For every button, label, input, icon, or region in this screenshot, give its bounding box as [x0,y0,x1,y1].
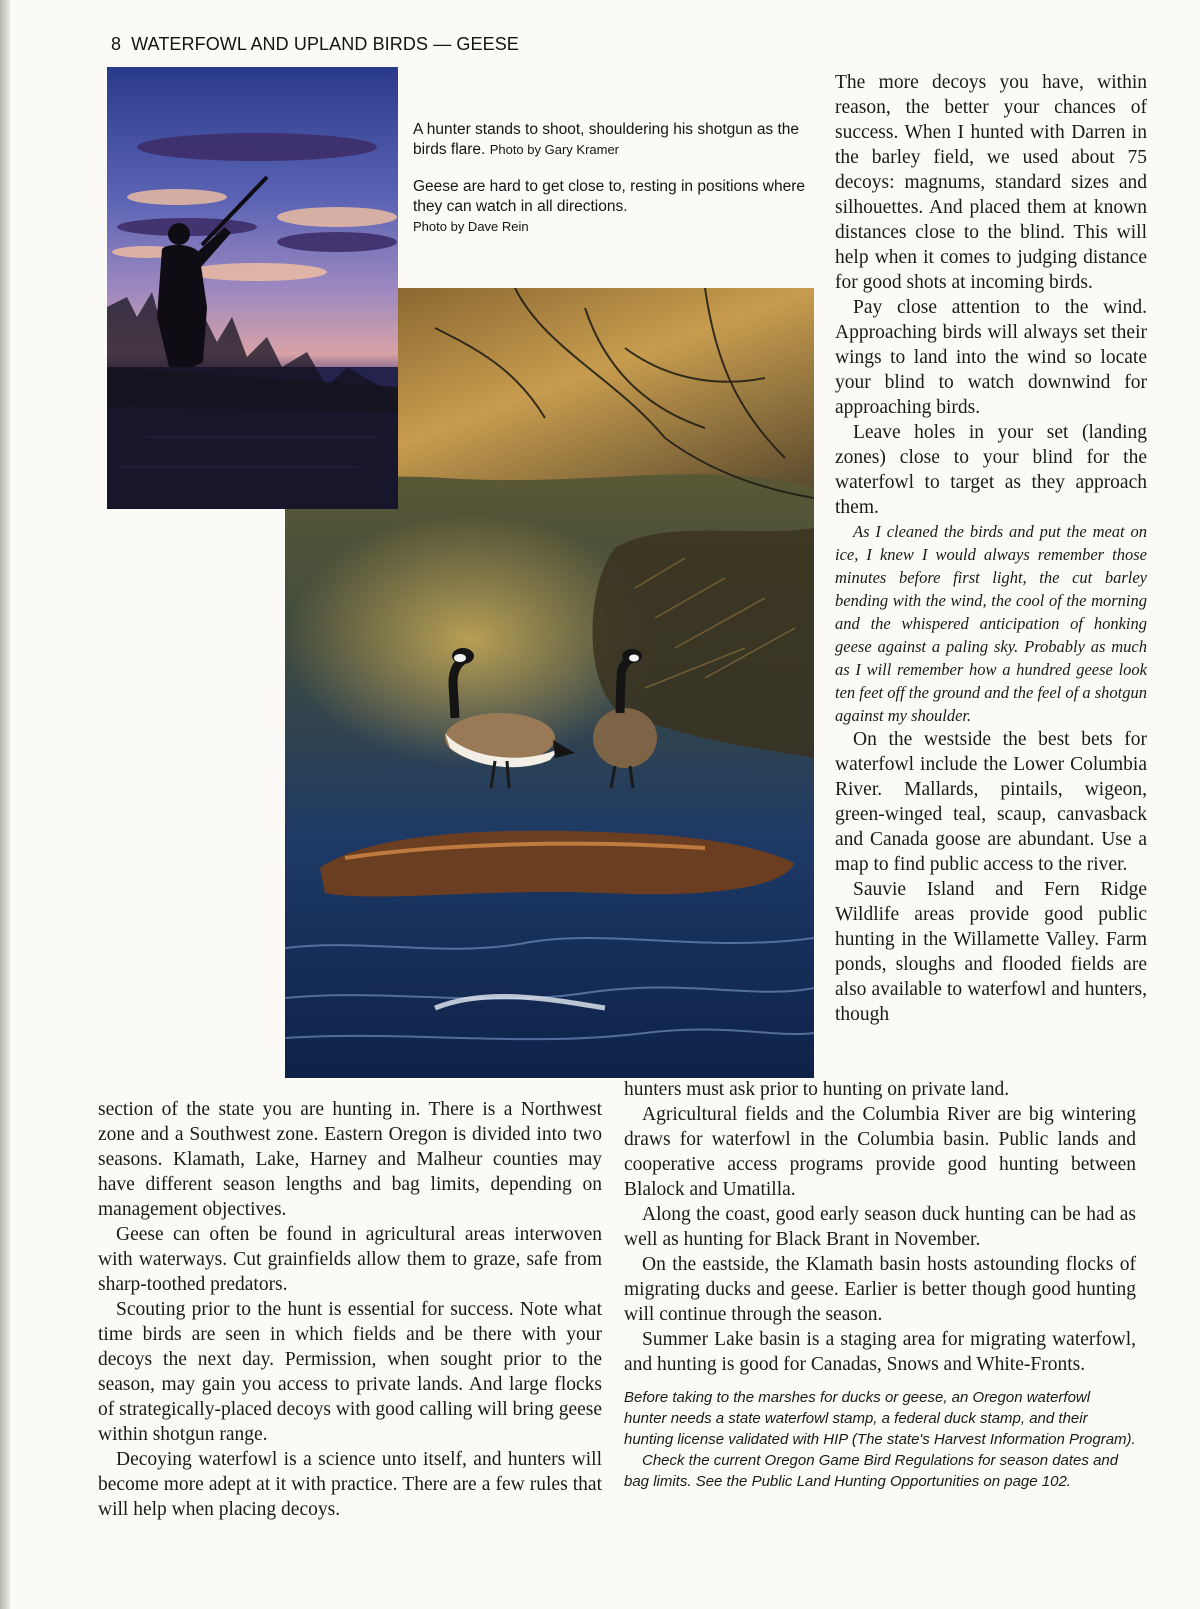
note-paragraph: Check the current Oregon Game Bird Regulations for season dates and bag limits. See the Public Land Hunting Opportunities on page 102. [624,1452,1119,1490]
right-column-top [835,70,1147,1027]
photo-credit: Photo by Gary Kramer [489,142,620,157]
regulations-note [624,1387,1136,1492]
paragraph: The more decoys you have, within reason, the better your chances of success. When I hunted with Darren in the barley field, we used about 75 decoys: magnums, standard sizes and silhouettes. And placed them at known distances close to the blind. This will help when it comes to judging distance for good shots at incoming birds. [835,72,1147,293]
paragraph: hunters must ask prior to hunting on private land. [624,1079,1010,1100]
paragraph: Leave holes in your set (landing zones) close to your blind for the waterfowl to target as they approach them. [835,422,1147,518]
page-binding-edge [0,0,10,1609]
paragraph: Agricultural fields and the Columbia River are big wintering draws for waterfowl in the Columbia basin. Public lands and cooperative access programs provide good hunting between Blalock and Umatilla. [624,1104,1136,1200]
hunter-photo-caption [413,120,828,160]
paragraph: section of the state you are hunting in. There is a Northwest zone and a Southwest zone. Eastern Oregon is divided into two seasons. Klamath, Lake, Harney and Malheur counties may have different season lengths and bag limits, depending on management objectives. [98,1099,602,1220]
paragraph: On the eastside, the Klamath basin hosts astounding flocks of migrating ducks and geese. Earlier is better though good hunting will continue through the season. [624,1254,1136,1325]
paragraph: Decoying waterfowl is a science unto itself, and hunters will become more adept at it with practice. There are a few rules that will help when placing decoys. [98,1449,602,1520]
caption-text: A hunter stands to shoot, shouldering his shotgun as the birds flare. [413,121,800,158]
page-number: 8 [111,34,122,54]
right-column-bottom [624,1077,1136,1492]
left-column-bottom [98,1097,602,1522]
hunter-photo [107,67,398,509]
paragraph: Sauvie Island and Fern Ridge Wildlife areas provide good public hunting in the Willamette Valley. Farm ponds, sloughs and flooded fields are also available to waterfowl and hunters, though [835,879,1147,1025]
caption-text: Geese are hard to get close to, resting in positions where they can watch in all directions. [413,178,806,215]
italic-anecdote: As I cleaned the birds and put the meat on ice, I knew I would always remember those minutes before first light, the cut barley bending with the wind, the cool of the morning and the whispered anticipation of honking geese against a paling sky. Probably as much as I will remember how a hundred geese look ten feet off the ground and the feel of a shotgun against my shoulder. [835,522,1147,725]
paragraph: Pay close attention to the wind. Approaching birds will always set their wings to land into the wind so locate your blind to watch downwind for approaching birds. [835,297,1147,418]
section-title: WATERFOWL AND UPLAND BIRDS — GEESE [131,34,519,54]
photo-credit: Photo by Dave Rein [413,219,529,234]
note-paragraph: Before taking to the marshes for ducks or geese, an Oregon waterfowl hunter needs a state waterfowl stamp, a federal duck stamp, and their hunting license validated with HIP (The state's Harvest Information Program). [624,1389,1136,1448]
paragraph: On the westside the best bets for waterfowl include the Lower Columbia River. Mallards, pintails, wigeon, green-winged teal, scaup, canvasback and Canada goose are abundant. Use a map to find public access to the river. [835,729,1147,875]
paragraph: Scouting prior to the hunt is essential for success. Note what time birds are seen in which fields and be there with your decoys the next day. Permission, when sought prior to the season, may gain you access to private lands. And large flocks of strategically-placed decoys with good calling will bring geese within shotgun range. [98,1299,602,1445]
paragraph: Summer Lake basin is a staging area for migrating waterfowl, and hunting is good for Canadas, Snows and White-Fronts. [624,1329,1136,1375]
running-header [111,34,519,55]
paragraph: Geese can often be found in agricultural areas interwoven with waterways. Cut grainfields allow them to graze, safe from sharp-toothed predators. [98,1224,602,1295]
paragraph: Along the coast, good early season duck hunting can be had as well as hunting for Black Brant in November. [624,1204,1136,1250]
geese-photo-caption [413,177,813,237]
